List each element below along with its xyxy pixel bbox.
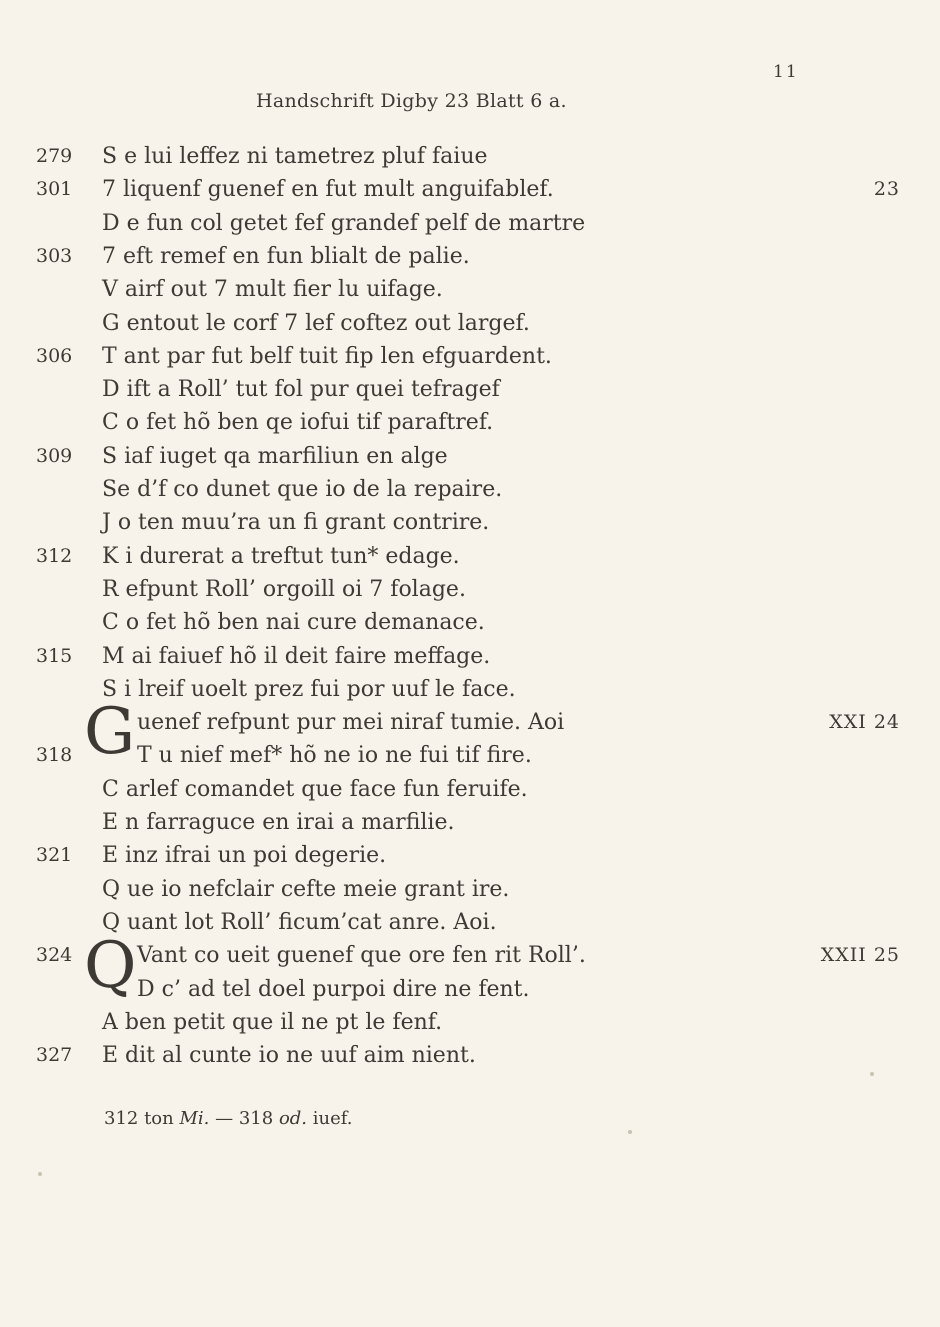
- initial-q: Q: [84, 929, 137, 1003]
- paper-speck: [38, 1172, 42, 1176]
- footnote-italic-2: od.: [278, 1108, 308, 1129]
- line-number: 301: [36, 178, 73, 201]
- verse-line: [0, 573, 940, 606]
- verse-text: K i durerat a treftut tun* edage.: [102, 543, 460, 569]
- verse-line: [0, 673, 940, 706]
- line-number: 318: [36, 744, 73, 767]
- verse-line: [0, 773, 940, 806]
- verse-text: E n farraguce en irai a marfilie.: [102, 810, 455, 835]
- verse-line: [0, 939, 940, 972]
- verse-text: C o fet hõ ben qe iofui tif paraftref.: [102, 410, 494, 436]
- verse-line: [0, 1006, 940, 1039]
- line-number: 327: [36, 1044, 73, 1067]
- line-number: 315: [36, 644, 73, 667]
- verse-text: V airf out 7 mult fier lu uifage.: [102, 277, 443, 303]
- verse-line: [0, 140, 940, 173]
- footnote-text-1: 312 ton: [104, 1108, 174, 1129]
- verse-line: [0, 340, 940, 373]
- verse-text: G entout le corf 7 lef coftez out largef.: [102, 310, 530, 336]
- verse-line: [0, 873, 940, 906]
- verse-line: [0, 640, 940, 673]
- verse-line: [0, 173, 940, 206]
- paper-speck: [870, 1072, 874, 1076]
- verse-text: S i lreif uoelt prez fui por uuf le face.: [102, 676, 516, 702]
- verse-text: D ift a Roll’ tut fol pur quei tefragef: [102, 377, 500, 403]
- verse-line: [0, 540, 940, 573]
- line-number: 321: [36, 844, 73, 867]
- verse-text: A ben petit que il ne pt le fenf.: [102, 1009, 443, 1035]
- verse-text: T ant par fut belf tuit fip len efguardent.: [102, 343, 552, 369]
- footnote-text-3: iuef.: [307, 1108, 353, 1129]
- running-head: Handschrift Digby 23 Blatt 6 a.: [256, 90, 567, 112]
- verse-line: [0, 906, 940, 939]
- verse-line: [0, 973, 940, 1006]
- margin-note: 23: [873, 178, 900, 201]
- verse-text: M ai faiuef hõ il deit faire meffage.: [102, 643, 491, 669]
- verse-line: [0, 273, 940, 306]
- verse-text: 7 liquenf guenef en fut mult anguifablef.: [102, 177, 554, 203]
- verse-line: [0, 806, 940, 839]
- verse-text: 7 eft remef en fun blialt de palie.: [102, 243, 470, 269]
- verse-text: D e fun col getet fef grandef pelf de martre: [102, 210, 586, 236]
- verse-line: [0, 706, 940, 739]
- line-number: 324: [36, 944, 73, 967]
- verse-line: [0, 1039, 940, 1072]
- verse-text: C arlef comandet que face fun feruife.: [102, 776, 528, 802]
- verse-text: C o fet hõ ben nai cure demanace.: [102, 610, 485, 636]
- verse-line: [0, 606, 940, 639]
- verse-text: Q ue io nefclair cefte meie grant ire.: [102, 876, 510, 902]
- verse-text: S iaf iuget qa marfiliun en alge: [102, 443, 448, 469]
- verse-line: [0, 440, 940, 473]
- paper-speck: [628, 1130, 632, 1134]
- verse-text: E dit al cunte io ne uuf aim nient.: [102, 1043, 476, 1069]
- footnote-italic-1: Mi.: [179, 1108, 210, 1129]
- verse-line: [0, 506, 940, 539]
- line-number: 312: [36, 544, 73, 567]
- verse-text: Se d’f co dunet que io de la repaire.: [102, 477, 503, 502]
- verse-text: D c’ ad tel doel purpoi dire ne fent.: [137, 976, 530, 1002]
- verse-text: uenef refpunt pur mei niraf tumie. Aoi: [137, 710, 565, 736]
- footnote: [104, 1108, 353, 1129]
- verse-line: [0, 739, 940, 772]
- verse-line: [0, 373, 940, 406]
- margin-note: XXI 24: [829, 711, 900, 734]
- initial-g: G: [84, 695, 136, 769]
- verse-line: [0, 473, 940, 506]
- verse-line: [0, 207, 940, 240]
- verse-line: [0, 307, 940, 340]
- verse-text: J o ten muu’ra un fi grant contrire.: [102, 510, 490, 536]
- line-number: 279: [36, 145, 73, 167]
- verse-line: [0, 839, 940, 872]
- margin-note: XXII 25: [820, 944, 900, 967]
- page-number: 11: [773, 62, 799, 82]
- verse-text: Q uant lot Roll’ ficum’cat anre. Aoi.: [102, 909, 497, 935]
- verse-text: E inz ifrai un poi degerie.: [102, 843, 387, 869]
- footnote-text-2: — 318: [209, 1108, 279, 1129]
- verse-line: [0, 406, 940, 439]
- verse-text: R efpunt Roll’ orgoill oi 7 folage.: [102, 576, 466, 602]
- verse-text: T u nief mef* hõ ne io ne fui tif fire.: [137, 743, 532, 769]
- line-number: 306: [36, 344, 73, 367]
- line-number: 303: [36, 244, 73, 267]
- verse-text: S e lui leffez ni tametrez pluf faiue: [102, 144, 488, 169]
- verse-text: Vant co ueit guenef que ore fen rit Roll’.: [137, 943, 586, 969]
- line-number: 309: [36, 444, 73, 467]
- verse-line: [0, 240, 940, 273]
